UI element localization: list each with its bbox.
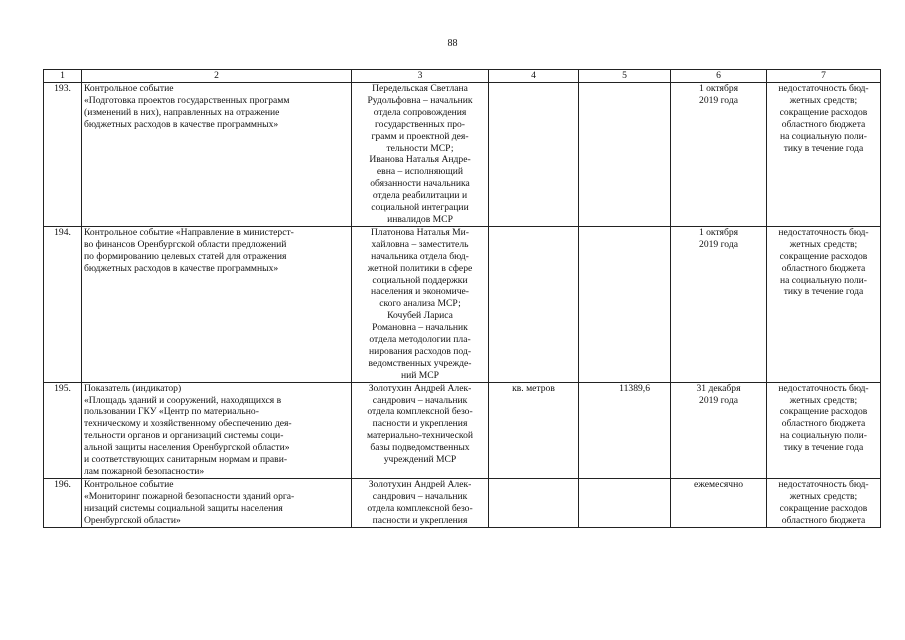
risks-line: жетных средств;	[789, 238, 858, 250]
deadline-line: ежемесячно	[693, 478, 743, 490]
responsible-person-line: Иванова Наталья Андре-	[369, 154, 471, 166]
deadline-line: 1 октября	[698, 226, 739, 238]
responsible-person-line: грамм и проектной дея-	[371, 130, 469, 142]
unit-of-measure: кв. метров	[489, 382, 579, 478]
risks-line: областного бюджета	[781, 262, 866, 274]
deadline-line: 2019 года	[699, 394, 738, 406]
responsible-person-line: хайловна – заместитель	[371, 238, 469, 250]
event-description-line: техническому и хозяйственному обеспечению дея-	[84, 418, 292, 430]
risks-line: жетных средств;	[789, 394, 858, 406]
table-row	[44, 226, 881, 382]
target-value	[579, 226, 671, 382]
table-row	[44, 382, 881, 478]
responsible-person-line: обязанности начальника	[370, 178, 470, 190]
risks-line: сокращение расходов	[779, 250, 868, 262]
responsible-person-line: сандрович – начальник	[372, 394, 468, 406]
responsible-person-line: ского анализа МСР;	[379, 298, 461, 310]
responsible-person	[352, 478, 489, 527]
page-number: 88	[447, 38, 458, 49]
risks-line: областного бюджета	[781, 118, 866, 130]
event-description-line: бюджетных расходов в качестве программных»	[84, 262, 279, 274]
event-description-line: по формированию целевых статей для отражения	[84, 250, 287, 262]
event-description-line: бюджетных расходов в качестве программных»	[84, 118, 279, 130]
table-header-row	[44, 70, 881, 83]
responsible-person-line: Романовна – начальник	[372, 322, 468, 334]
risks-line: сокращение расходов	[779, 406, 868, 418]
plan-table	[43, 69, 881, 528]
risks-line: жетных средств;	[789, 94, 858, 106]
event-description-line: и соответствующих санитарным нормам и прави-	[84, 454, 288, 466]
responsible-person-line: Передельская Светлана	[372, 83, 468, 94]
responsible-person-line: базы подведомственных	[370, 442, 470, 454]
event-description-line: Контрольное событие	[84, 83, 174, 94]
event-description	[82, 226, 352, 382]
risks-line: сокращение расходов	[779, 106, 868, 118]
deadline-line: 1 октября	[698, 83, 739, 94]
responsible-person-line: Кочубей Лариса	[387, 310, 453, 322]
row-number: 195.	[44, 382, 82, 478]
responsible-person-line: отдела комплексной безо-	[367, 502, 473, 514]
row-number: 196.	[44, 478, 82, 527]
responsible-person-line: отдела реабилитации и	[372, 190, 468, 202]
event-description	[82, 382, 352, 478]
risks-line: на социальную поли-	[779, 430, 868, 442]
target-value: 11389,6	[579, 382, 671, 478]
responsible-person-line: сандрович – начальник	[372, 490, 468, 502]
event-description-line: Оренбургской области»	[84, 514, 181, 526]
event-description-line: альной защиты населения Оренбургской области»	[84, 442, 290, 454]
responsible-person-line: ведомственных учрежде-	[368, 357, 472, 369]
responsible-person-line: евна – исполняющий	[376, 166, 464, 178]
event-description	[82, 478, 352, 527]
event-description-line: Показатель (индикатор)	[84, 382, 182, 394]
event-description-line: во финансов Оренбургской области предложений	[84, 238, 287, 250]
event-description-line: «Мониторинг пожарной безопасности зданий орга-	[84, 490, 295, 502]
unit-of-measure	[489, 226, 579, 382]
responsible-person-line: социальной интеграции	[371, 202, 469, 214]
event-description-line: Контрольное событие «Направление в министерст-	[84, 226, 294, 238]
target-value	[579, 478, 671, 527]
deadline	[671, 478, 767, 527]
risks	[767, 83, 881, 227]
table-row	[44, 83, 881, 227]
responsible-person	[352, 382, 489, 478]
responsible-person-line: ний МСР	[400, 369, 440, 381]
risks-line: на социальную поли-	[779, 274, 868, 286]
event-description-line: (изменений в них), направленных на отражение	[84, 106, 280, 118]
responsible-person-line: пасности и укрепления	[372, 418, 468, 430]
column-header: 1	[44, 70, 82, 83]
event-description	[82, 83, 352, 227]
responsible-person-line: населения и экономиче-	[370, 286, 469, 298]
risks-line: недостаточность бюд-	[778, 83, 869, 94]
responsible-person-line: пасности и укрепления	[372, 514, 468, 526]
risks-line: областного бюджета	[781, 514, 866, 526]
event-description-line: тельности органов и организаций системы соци-	[84, 430, 284, 442]
risks-line: жетных средств;	[789, 490, 858, 502]
deadline-line: 2019 года	[699, 94, 738, 106]
risks	[767, 478, 881, 527]
risks-line: недостаточность бюд-	[778, 226, 869, 238]
column-header: 4	[489, 70, 579, 83]
responsible-person-line: государственных про-	[374, 118, 465, 130]
risks-line: тику в течение года	[783, 142, 864, 154]
risks	[767, 382, 881, 478]
responsible-person-line: учреждений МСР	[383, 454, 457, 466]
responsible-person-line: отдела методологии пла-	[369, 334, 471, 346]
deadline	[671, 226, 767, 382]
risks-line: сокращение расходов	[779, 502, 868, 514]
deadline-line: 2019 года	[699, 238, 738, 250]
risks-line: тику в течение года	[783, 286, 864, 298]
target-value	[579, 83, 671, 227]
deadline	[671, 382, 767, 478]
row-number: 193.	[44, 83, 82, 227]
deadline-line: 31 декабря	[696, 382, 741, 394]
event-description-line: «Подготовка проектов государственных программ	[84, 94, 290, 106]
row-number: 194.	[44, 226, 82, 382]
risks-line: недостаточность бюд-	[778, 382, 869, 394]
column-header: 2	[82, 70, 352, 83]
risks-line: тику в течение года	[783, 442, 864, 454]
responsible-person-line: Золотухин Андрей Алек-	[368, 478, 472, 490]
responsible-person-line: Золотухин Андрей Алек-	[368, 382, 472, 394]
risks-line: на социальную поли-	[779, 130, 868, 142]
risks	[767, 226, 881, 382]
responsible-person-line: материально-технической	[366, 430, 474, 442]
responsible-person-line: инвалидов МСР	[387, 213, 453, 225]
responsible-person	[352, 83, 489, 227]
event-description-line: пользовании ГКУ «Центр по материально-	[84, 406, 259, 418]
responsible-person-line: Платонова Наталья Ми-	[370, 226, 469, 238]
responsible-person-line: отдела сопровождения	[373, 106, 467, 118]
table-row	[44, 478, 881, 527]
responsible-person-line: тельности МСР;	[386, 142, 454, 154]
deadline	[671, 83, 767, 227]
column-header: 6	[671, 70, 767, 83]
event-description-line: Контрольное событие	[84, 478, 174, 490]
event-description-line: «Площадь зданий и сооружений, находящихся в	[84, 394, 282, 406]
responsible-person-line: Рудольфовна – начальник	[367, 94, 473, 106]
responsible-person	[352, 226, 489, 382]
risks-line: недостаточность бюд-	[778, 478, 869, 490]
column-header: 7	[767, 70, 881, 83]
responsible-person-line: жетной политики в сфере	[367, 262, 473, 274]
responsible-person-line: отдела комплексной безо-	[367, 406, 473, 418]
column-header: 3	[352, 70, 489, 83]
risks-line: областного бюджета	[781, 418, 866, 430]
unit-of-measure	[489, 83, 579, 227]
responsible-person-line: начальника отдела бюд-	[371, 250, 469, 262]
column-header: 5	[579, 70, 671, 83]
unit-of-measure	[489, 478, 579, 527]
event-description-line: лам пожарной безопасности»	[84, 466, 205, 477]
event-description-line: низаций системы социальной защиты населения	[84, 502, 283, 514]
responsible-person-line: социальной поддержки	[372, 274, 468, 286]
responsible-person-line: нирования расходов под-	[368, 345, 472, 357]
